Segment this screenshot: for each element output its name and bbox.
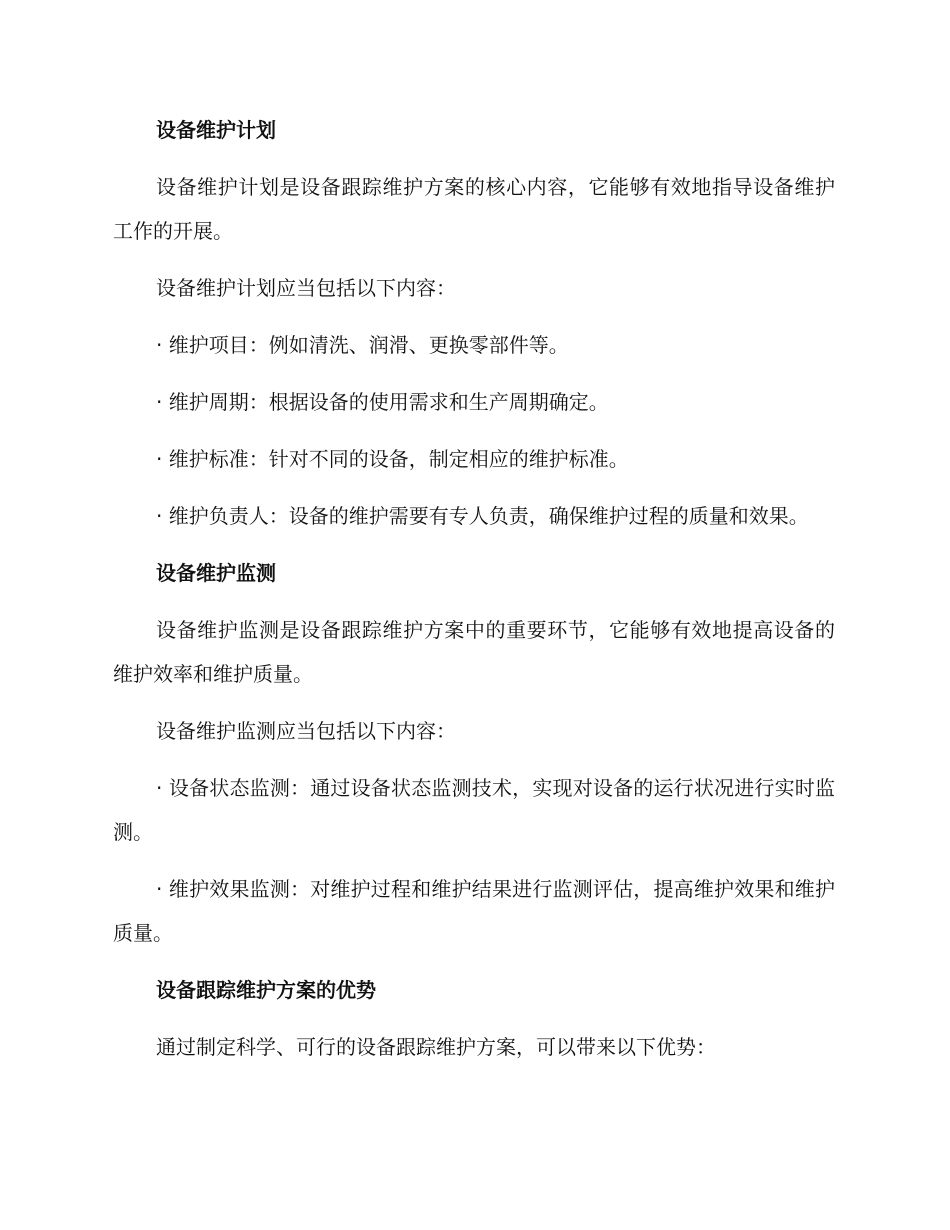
paragraph: 通过制定科学、可行的设备跟踪维护方案，可以带来以下优势： (156, 1035, 716, 1059)
paragraph: 设备维护计划应当包括以下内容： (156, 276, 456, 300)
section-heading: 设备跟踪维护方案的优势 (156, 978, 376, 1002)
section-heading: 设备维护监测 (156, 561, 276, 585)
section-heading: 设备维护计划 (156, 118, 276, 142)
list-item: · 维护项目：例如清洗、润滑、更换零部件等。 (156, 333, 569, 357)
list-item: · 维护负责人：设备的维护需要有专人负责，确保维护过程的质量和效果。 (156, 504, 809, 528)
document-page (113, 108, 835, 1082)
section-maintenance-monitoring (113, 551, 835, 955)
section-maintenance-plan (113, 108, 835, 538)
paragraph: 设备维护计划是设备跟踪维护方案的核心内容，它能够有效地指导设备维护工作的开展。 (113, 175, 835, 243)
paragraph: 设备维护监测应当包括以下内容： (156, 719, 456, 743)
list-item: · 设备状态监测：通过设备状态监测技术，实现对设备的运行状况进行实时监测。 (113, 776, 835, 844)
list-item: · 维护标准：针对不同的设备，制定相应的维护标准。 (156, 447, 629, 471)
paragraph: 设备维护监测是设备跟踪维护方案中的重要环节，它能够有效地提高设备的维护效率和维护质量。 (113, 618, 835, 686)
list-item: · 维护周期：根据设备的使用需求和生产周期确定。 (156, 390, 609, 414)
list-item: · 维护效果监测：对维护过程和维护结果进行监测评估，提高维护效果和维护质量。 (113, 877, 835, 945)
section-advantages (113, 968, 835, 1069)
